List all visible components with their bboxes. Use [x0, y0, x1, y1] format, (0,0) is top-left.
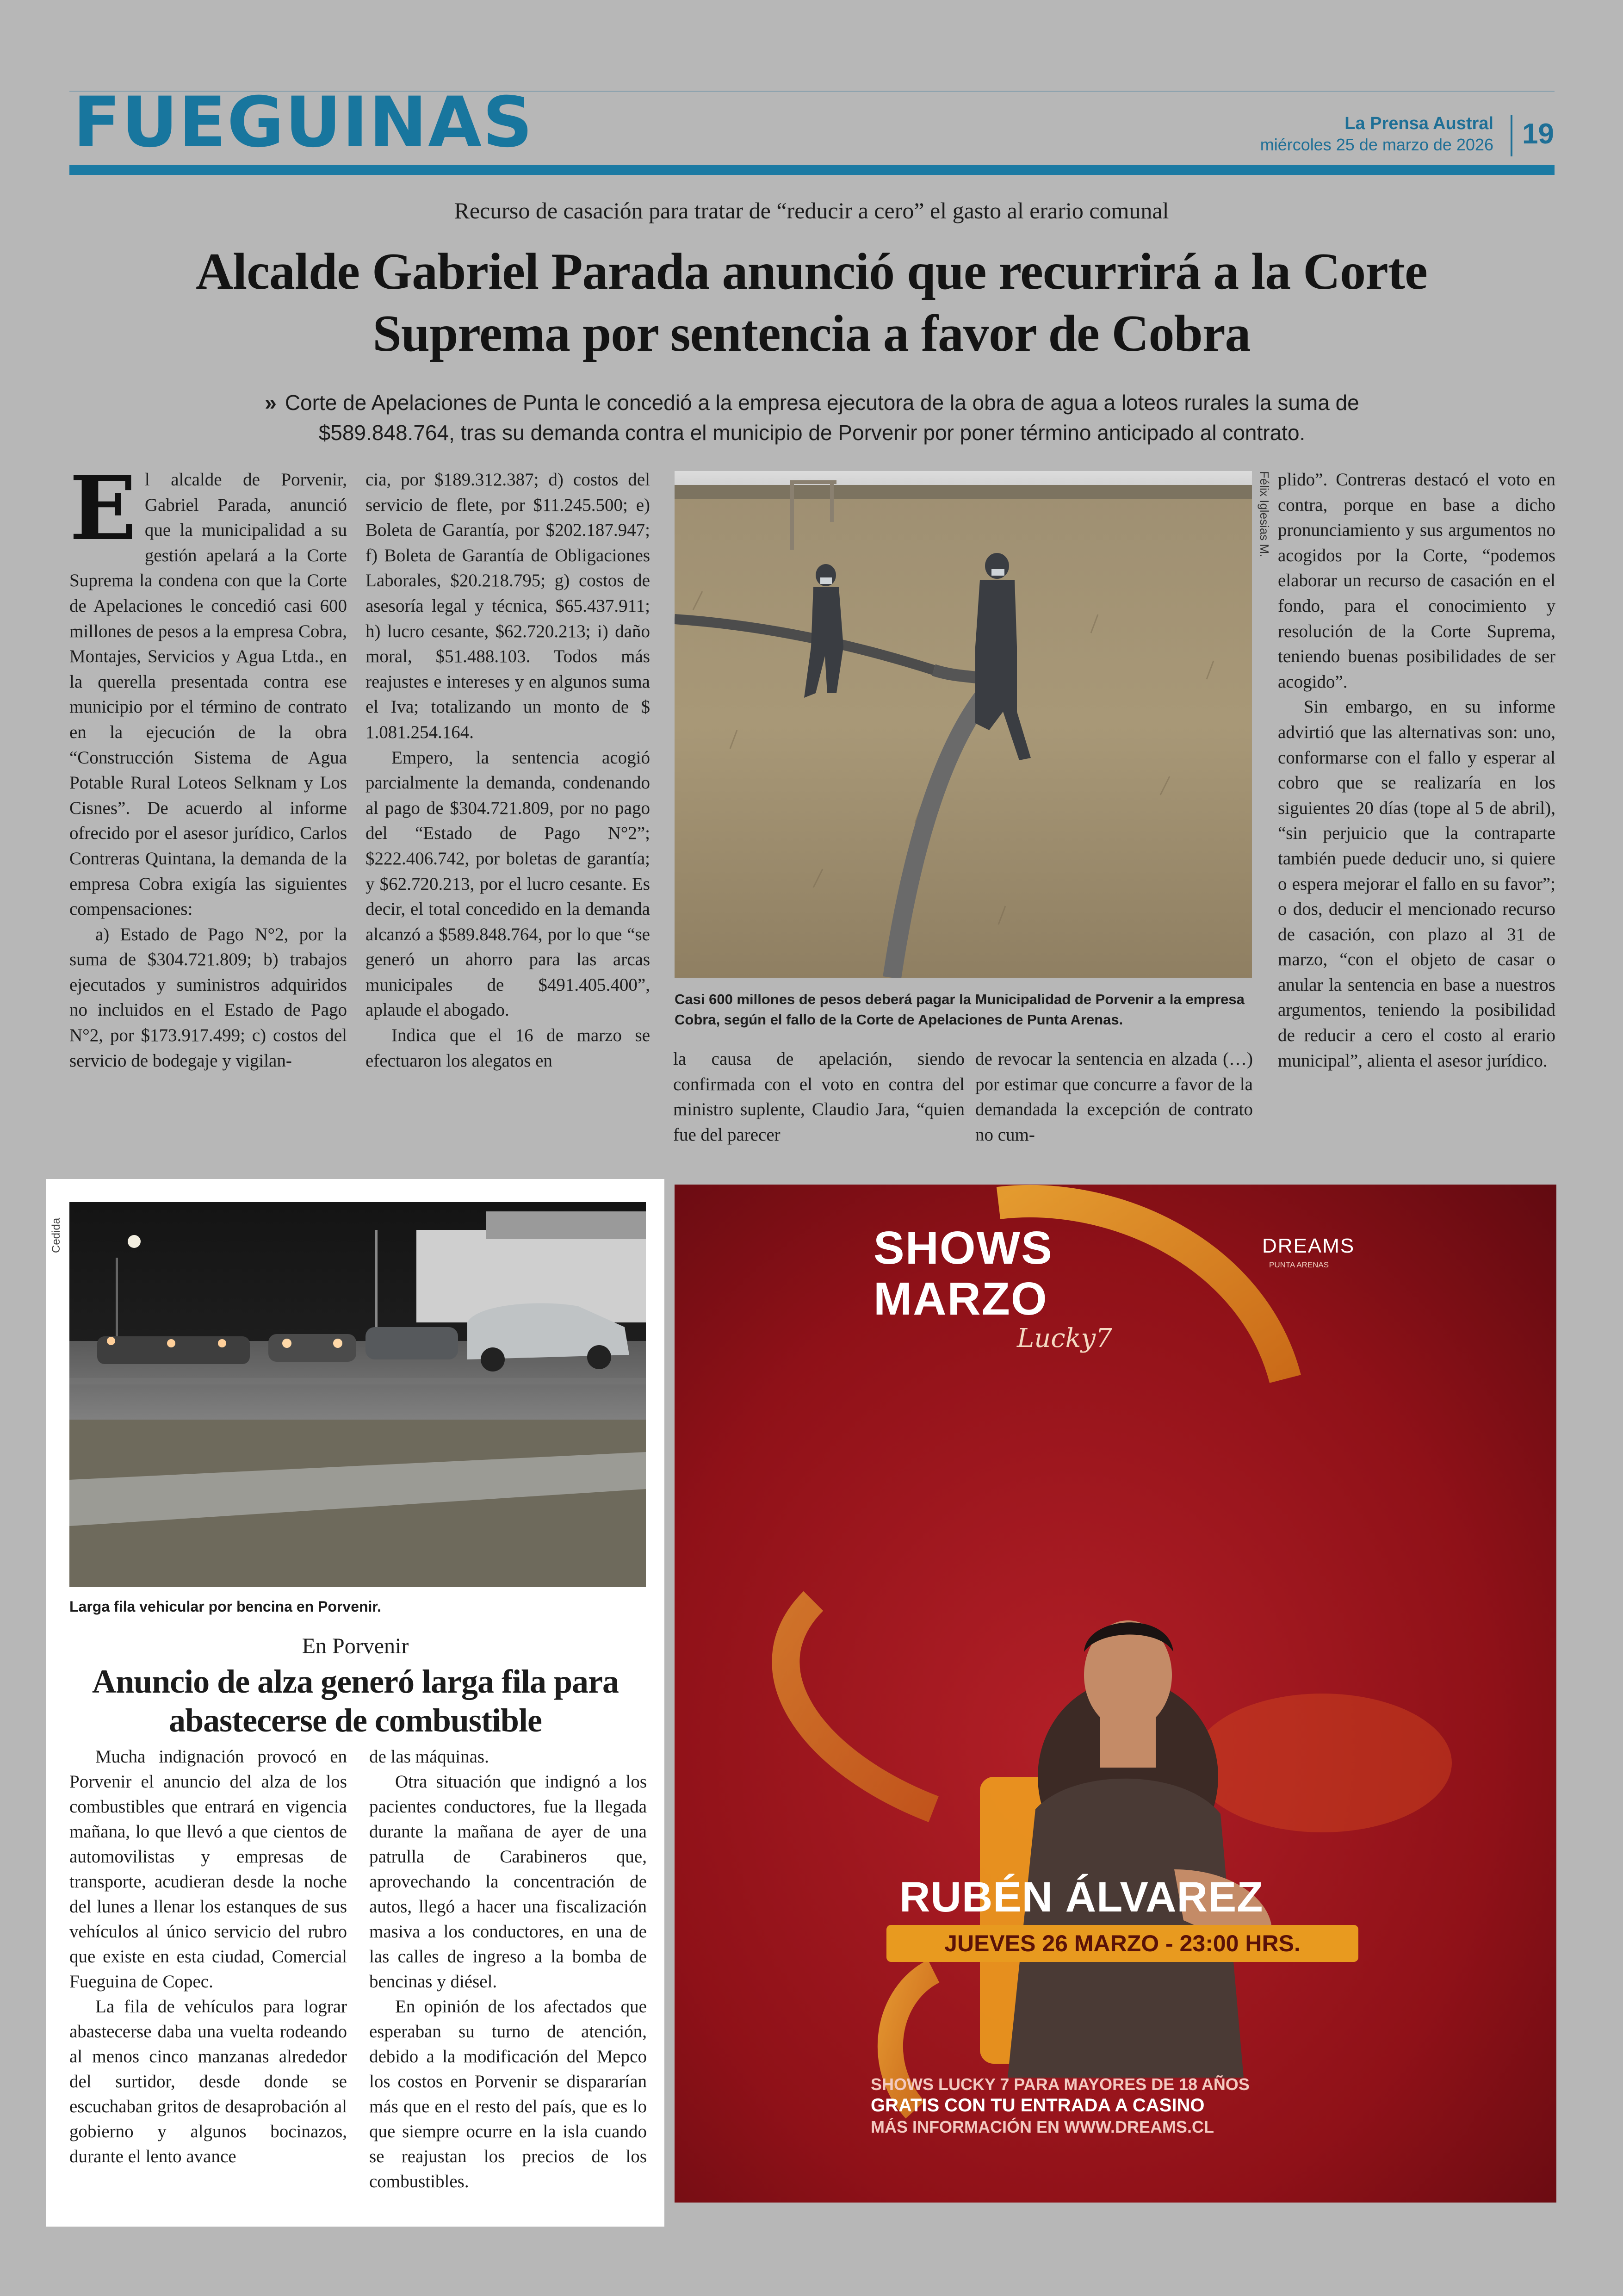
newspaper-name: La Prensa Austral [1344, 114, 1493, 133]
side-story-kicker: En Porvenir [302, 1634, 409, 1658]
lucky7-logo: Lucky7 [1017, 1323, 1112, 1353]
side-story-headline: Anuncio de alza generó larga fila para abastecerse de combustible [92, 1663, 619, 1739]
article-column-3a [673, 1047, 965, 1148]
issue-date: miércoles 25 de marzo de 2026 [1260, 135, 1493, 154]
page-number: 19 [1522, 118, 1554, 150]
lead-marker-icon: » [265, 391, 277, 415]
photo-credit: Cedida [50, 1217, 62, 1253]
dreams-logo-subtitle: PUNTA ARENAS [1269, 1260, 1329, 1269]
article-paragraph: a) Estado de Pago N°2, por la suma de $304.721.809; b) trabajos ejecutados y suministros adquiridos no incluidos en el Estado de Pago N°2, por $173.917.499; c) costos del servicio de bodegaje y vigilan- [69, 924, 347, 1071]
article-paragraph: cia, por $189.312.387; d) costos del servicio de flete, por $11.245.500; e) Boleta de Garantía, por $202.187.947; f) Boleta de Garantía de Obligaciones Laborales, $20.218.795; g) costos de asesoría legal y técnica, $65.437.911; h) lucro cesante, $62.720.213; i) daño moral, $51.488.103. Todos más reajustes e intereses y en algunos suma el Iva; totalizando un monto de $ 1.081.254.164. [365, 470, 650, 742]
article-paragraph: Mucha indignación provocó en Porvenir el anuncio del alza de los combustibles que entrará en vigencia mañana, lo que llevó a que cientos de automovilistas y empresas de transporte, acudieran desde la noche del lunes a llenar los estanques de sus vehículos al único servicio del rubro que existe en esta ciudad, Comercial Fueguina de Copec. [69, 1747, 347, 1992]
header-bar [69, 165, 1555, 175]
dreams-logo: DREAMS [1262, 1235, 1355, 1257]
side-story-column-1 [69, 1744, 347, 2169]
article-paragraph: la causa de apelación, siendo confirmada con el voto en contra del ministro suplente, Claudio Jara, “quien fue del parecer [673, 1049, 965, 1145]
photo-caption: Larga fila vehicular por bencina en Porvenir. [69, 1598, 381, 1615]
main-photo [675, 471, 1252, 978]
article-column-4 [1278, 467, 1555, 1074]
fuel-queue-photo [69, 1202, 646, 1587]
article-column-1 [69, 457, 347, 1074]
article-paragraph: La fila de vehículos para lograr abastecerse daba una vuelta rodeando al menos cinco manzanas alrededor del surtidor, desde donde se escuchaban gritos de desaprobación al gobierno y algunos bocinazos, durante el lento avance [69, 1997, 347, 2166]
photo-caption: Casi 600 millones de pesos deberá pagar la Municipalidad de Porvenir a la empresa Cobra, según el fallo de la Corte de Apelaciones de Punta Arenas. [675, 991, 1245, 1028]
ad-fine-print-url: MÁS INFORMACIÓN EN WWW.DREAMS.CL [871, 2117, 1214, 2136]
article-column-2 [365, 467, 650, 1074]
article-paragraph: Empero, la sentencia acogió parcialmente la demanda, condenando al pago de $304.721.809, por no pago del “Estado de Pago N°2”; $222.406.742, por boletas de garantía; y $62.720.213, por el lucro cesante. Es decir, el total concedido en la demanda alcanzó a $589.848.764, por lo que “se generó un ahorro para las arcas municipales de $491.405.400”, aplaude el abogado. [365, 747, 650, 1020]
article-column-3b [975, 1047, 1253, 1148]
section-title: FUEGUINAS [73, 82, 534, 163]
ad-show-datetime: JUEVES 26 MARZO - 23:00 HRS. [886, 1925, 1358, 1962]
photo-credit: Félix Iglesias M. [1258, 471, 1271, 558]
header-separator [1511, 115, 1512, 156]
ad-fine-print-age: SHOWS LUCKY 7 PARA MAYORES DE 18 AÑOS [871, 2075, 1250, 2094]
article-paragraph: l alcalde de Porvenir, Gabriel Parada, anunció que la municipalidad a su gestión apelará a la Corte Suprema la condena con que la Corte de Apelaciones le concedió casi 600 millones de pesos a la empresa Cobra, Montajes, Servicios y Agua Ltda., en la querella presentada contra ese municipio por el término de contrato en la ejecución de la obra “Construcción Sistema de Agua Potable Rural Loteos Selknam y Los Cisnes”. De acuerdo al informe ofrecido por el asesor jurídico, Carlos Contreras Quintana, la demanda de la empresa Cobra exigía las siguientes compensaciones: [69, 470, 347, 919]
ad-title-line1: SHOWS [873, 1222, 1053, 1274]
article-headline: Alcalde Gabriel Parada anunció que recurrirá a la Corte Suprema por sentencia a favor de Cobra [196, 243, 1427, 363]
lead-text: Corte de Apelaciones de Punta le concedió a la empresa ejecutora de la obra de agua a loteos rurales la suma de $589.848.764, tras su demanda contra el municipio de Porvenir por poner término anticipado al contrato. [285, 391, 1359, 445]
side-story-column-2 [369, 1744, 647, 2194]
article-paragraph: de las máquinas. [369, 1747, 489, 1767]
drop-cap: E [69, 457, 136, 560]
article-kicker: Recurso de casación para tratar de “reducir a cero” el gasto al erario comunal [454, 198, 1169, 223]
ad-title-line2: MARZO [873, 1273, 1048, 1325]
article-paragraph: Sin embargo, en su informe advirtió que las alternativas son: uno, conformarse con el fallo y esperar al cobro que se realizaría en los siguientes 20 días (tope al 5 de abril), “sin perjuicio que la contraparte también puede deducir uno, si quiere o espera mejorar el fallo en su favor”; o dos, deducir el mencionado recurso de casación, con plazo al 31 de marzo, “con el objeto de casar o anular la sentencia en base a nuestros argumentos, teniendo la posibilidad de reducir a cero el costo al erario municipal”, alienta el asesor jurídico. [1278, 697, 1555, 1071]
article-paragraph: de revocar la sentencia en alzada (…) por estimar que concurre a favor de la demandada la excepción de contrato no cum- [975, 1049, 1253, 1145]
article-paragraph: plido”. Contreras destacó el voto en contra, porque en base a dicho pronunciamiento y sus argumentos no acogidos por la Corte, “podemos elaborar un recurso de casación en el fondo, para el conocimiento y resolución de la Corte Suprema, teniendo buenas posibilidades de ser acogido”. [1278, 470, 1555, 692]
article-paragraph: En opinión de los afectados que esperaban su turno de atención, debido a la modificación del Mepco los costos en Porvenir se dispararían más que en el resto del país, que es lo que siempre ocurre en la isla cuando se reajustan los precios de los combustibles. [369, 1997, 647, 2191]
article-paragraph: Otra situación que indignó a los pacientes conductores, fue la llegada durante la mañana de ayer de una patrulla de Carabineros que, aprovechando la concentración de autos, llegó a hacer una fiscalización masiva a los conductores, en una de las calles de ingreso a la bomba de bencinas y diésel. [369, 1772, 647, 1992]
article-lead [199, 388, 1425, 448]
ad-fine-print-free: GRATIS CON TU ENTRADA A CASINO [871, 2095, 1205, 2116]
ad-artist-name: RUBÉN ÁLVAREZ [899, 1874, 1264, 1921]
article-paragraph: Indica que el 16 de marzo se efectuaron los alegatos en [365, 1025, 650, 1071]
dreams-show-advertisement[interactable] [675, 1185, 1556, 2203]
